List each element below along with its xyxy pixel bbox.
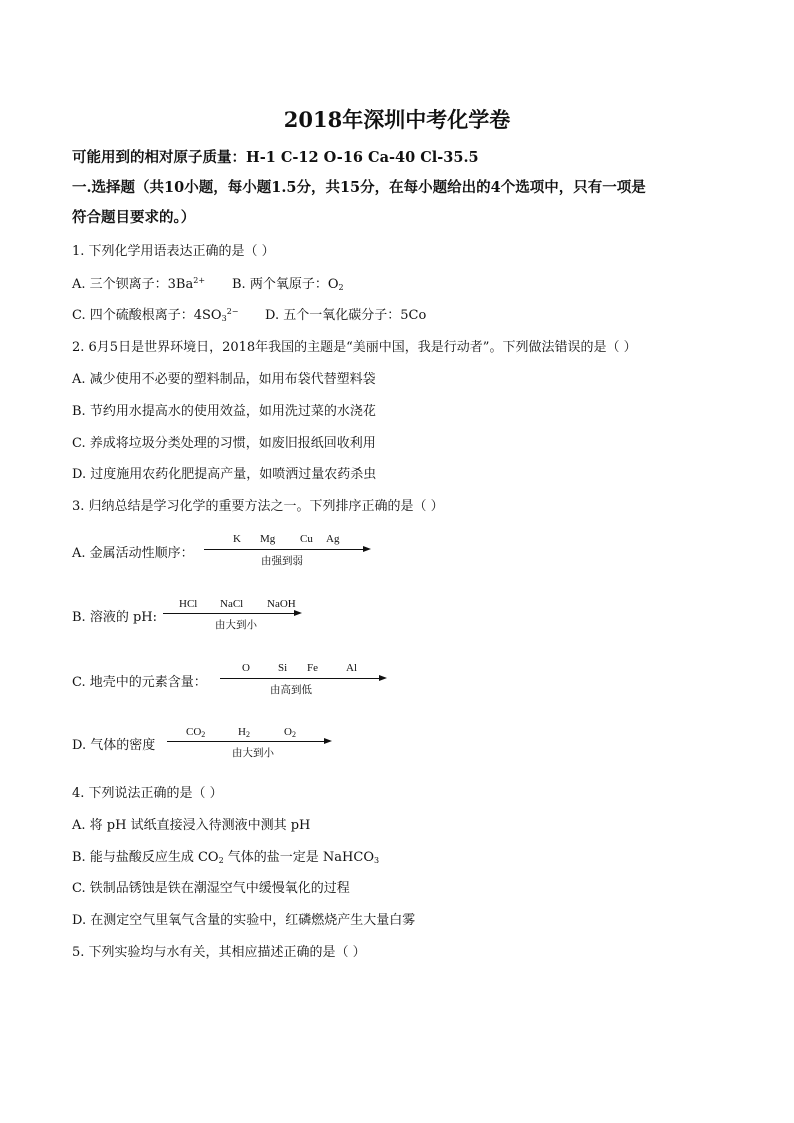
section-heading: 一.选择题（共10小题，每小题1.5分，共15分，在每小题给出的4个选项中，只有一项是 [72,179,646,196]
q3-c-item: Si [278,662,288,674]
q3-b-item: NaOH [267,598,296,610]
q4-option-b: B. 能与盐酸反应生成 $CO_2$ 气体的盐一定是 NaHCO$_3$ [72,850,380,865]
arrow-line [204,549,364,550]
q1-stem: 1. 下列化学用语表达正确的是（ ） [72,244,275,259]
q3-option-d-label: D. 气体的密度 [72,738,156,753]
arrow-line [163,613,295,614]
q1-option-c: C. 四个硫酸根离子：$4SO_3^{2-}$ [72,307,239,323]
q2-option-d: D. 过度施用农药化肥提高产量，如喷洒过量农药杀虫 [72,467,377,482]
q1-option-b: B. 两个氧原子：$O_2$ [232,277,344,292]
q3-d-under: 由大到小 [232,748,274,759]
q3-option-b-label: B. 溶液的 pH: [72,610,157,625]
q1-option-d: D. 五个一氧化碳分子：5Co [265,308,427,323]
q3-b-item: NaCl [220,598,244,610]
q3-c-item: Fe [307,662,318,674]
arrow-head-icon [324,738,332,744]
q4-option-a: A. 将 pH 试纸直接浸入待测液中测其 pH [72,818,311,833]
q3-b-under: 由大到小 [215,620,257,631]
atomic-mass-line: 可能用到的相对原子质量：H-1 C-12 O-16 Ca-40 Cl-35.5 [72,149,479,166]
q3-d-item: $H_2$ [238,726,250,739]
q3-a-item: Ag [326,533,340,545]
q3-c-item: Al [346,662,357,674]
q3-option-d-arrow [167,726,333,762]
q3-option-c-label: C. 地壳中的元素含量： [72,675,207,690]
page-title: 2018年深圳中考化学卷 [283,107,511,132]
q3-option-c-arrow [220,662,388,698]
q4-stem: 4. 下列说法正确的是（ ） [72,786,223,801]
q2-stem: 2. 6月5日是世界环境日，2018年我国的主题是“美丽中国，我是行动者”。下列做法错误的是（ ） [72,340,637,355]
q3-d-item: $O_2$ [284,726,296,739]
arrow-head-icon [363,546,371,552]
q3-option-a-label: A. 金属活动性顺序： [72,546,194,561]
q3-a-item: K [233,533,241,545]
arrow-head-icon [294,610,302,616]
q2-option-a: A. 减少使用不必要的塑料制品，如用布袋代替塑料袋 [72,372,376,387]
q4-option-c: C. 铁制品锈蚀是铁在潮湿空气中缓慢氧化的过程 [72,881,350,896]
q3-a-item: Cu [300,533,313,545]
q3-d-item: $CO_2$ [186,726,206,739]
q3-stem: 3. 归纳总结是学习化学的重要方法之一。下列排序正确的是（ ） [72,499,444,514]
q3-a-item: Mg [260,533,276,545]
q2-option-b: B. 节约用水提高水的使用效益，如用洗过菜的水浇花 [72,404,376,419]
section-heading-cont: 符合题目要求的。） [72,209,196,226]
q1-option-a: A. 三个钡离子：$3Ba^{2+}$ [72,276,206,292]
q3-c-item: O [242,662,250,674]
q3-option-a-arrow [204,533,372,569]
q3-c-under: 由高到低 [270,685,312,696]
q2-option-c: C. 养成将垃圾分类处理的习惯，如废旧报纸回收利用 [72,436,376,451]
q4-option-d: D. 在测定空气里氧气含量的实验中，红磷燃烧产生大量白雾 [72,913,416,928]
q3-b-item: HCl [179,598,198,610]
q3-option-b-arrow [163,598,303,634]
q5-stem: 5. 下列实验均与水有关，其相应描述正确的是（ ） [72,945,366,960]
arrow-line [167,741,325,742]
q3-a-under: 由强到弱 [261,556,303,567]
arrow-line [220,678,380,679]
arrow-head-icon [379,675,387,681]
